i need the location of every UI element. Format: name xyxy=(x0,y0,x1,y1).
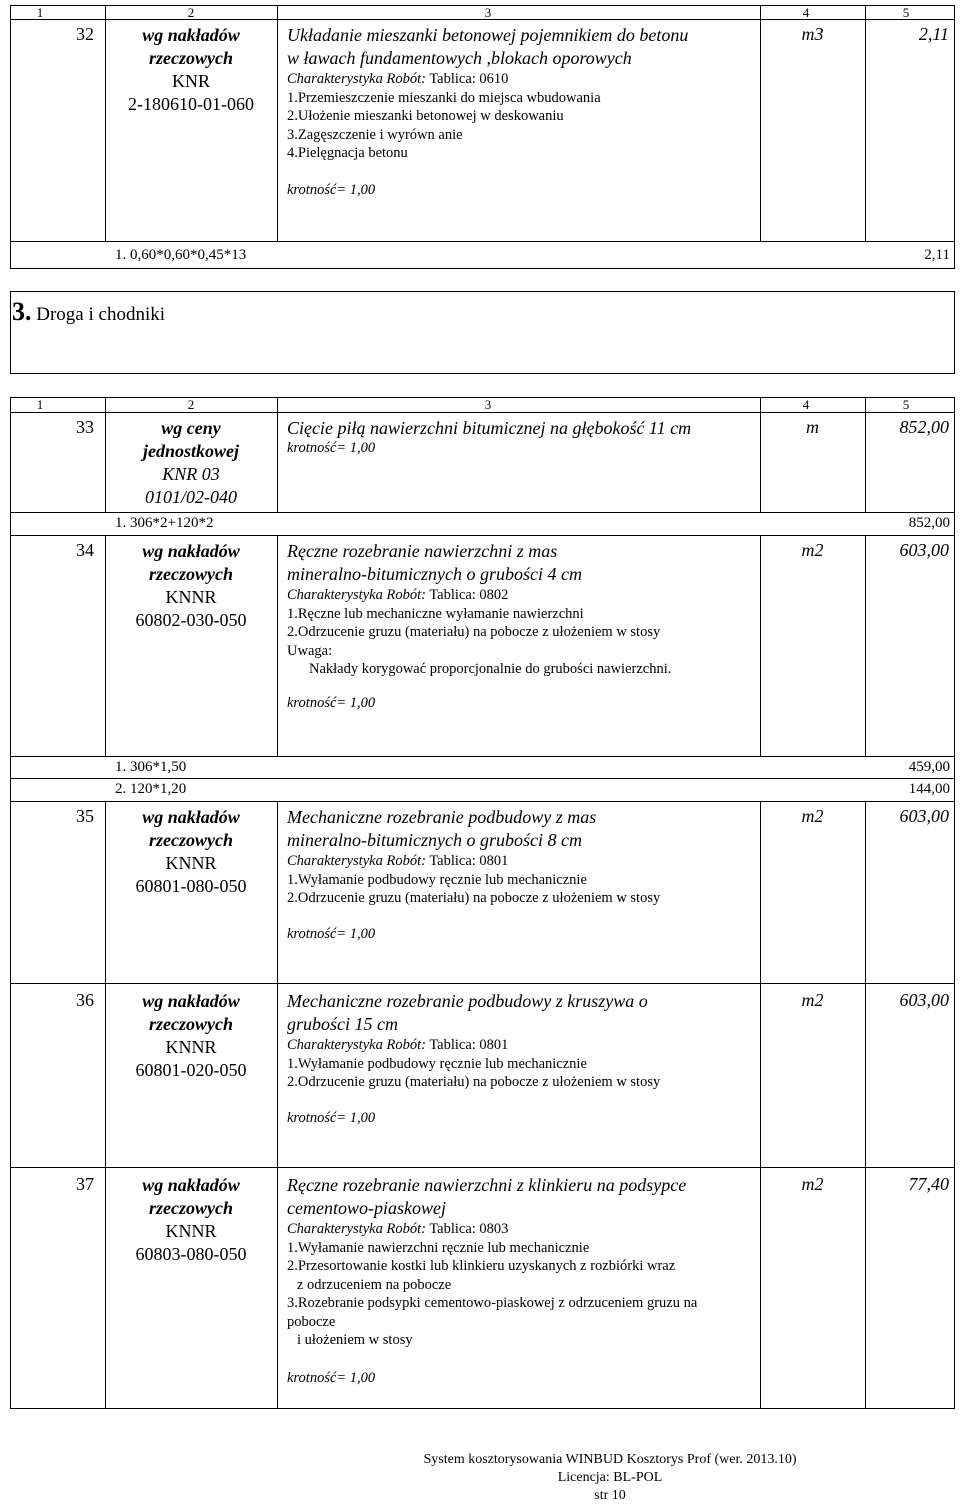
work-step: i ułożeniem w stosy xyxy=(297,1332,413,1348)
footer-software: System kosztorysowania WINBUD Kosztorys Prof (wer. 2013.10) xyxy=(423,1452,797,1467)
col-header-2: 2 xyxy=(187,5,195,20)
item-source xyxy=(105,540,277,632)
source-line: wg ceny xyxy=(161,418,221,438)
calc-value: 852,00 xyxy=(908,515,950,531)
item-description xyxy=(287,417,757,457)
source-line: KNNR xyxy=(165,853,217,873)
work-step: 1.Wyłamanie podbudowy ręcznie lub mechanicznie xyxy=(287,1055,587,1072)
work-step: 3.Rozebranie podsypki cementowo-piaskowej z odrzuceniem gruzu na xyxy=(287,1295,698,1311)
col-header-3: 3 xyxy=(484,5,492,20)
item-quantity: 77,40 xyxy=(908,1174,949,1194)
source-line: 60801-080-050 xyxy=(135,876,247,896)
work-step: 2.Odrzucenie gruzu (materiału) na pobocze z ułożeniem w stosy xyxy=(287,1074,661,1090)
page-footer xyxy=(380,1451,840,1505)
col-header-3: 3 xyxy=(484,397,492,412)
source-line: wg nakładów xyxy=(142,25,240,45)
item-description xyxy=(287,806,757,908)
source-line: wg nakładów xyxy=(142,991,240,1011)
char-label: Charakterystyka Robót: xyxy=(287,587,426,603)
source-line: rzeczowych xyxy=(149,1198,233,1218)
item-unit: m2 xyxy=(801,806,824,826)
item-quantity: 603,00 xyxy=(899,990,949,1010)
source-line: wg nakładów xyxy=(142,1175,240,1195)
source-line: 60803-080-050 xyxy=(135,1244,247,1264)
char-label: Charakterystyka Robót: xyxy=(287,853,426,869)
section-name: Droga i chodniki xyxy=(36,304,166,325)
work-step: Nakłady korygować proporcjonalnie do grubości nawierzchni. xyxy=(309,661,672,677)
source-line: KNR 03 xyxy=(162,464,220,484)
item-source xyxy=(105,1174,277,1266)
calc-formula: 1. 306*2+120*2 xyxy=(115,515,214,531)
calc-value: 144,00 xyxy=(908,781,950,797)
col-header-4: 4 xyxy=(802,397,810,412)
item-number: 35 xyxy=(76,806,94,826)
item-unit: m3 xyxy=(801,24,824,44)
item-title-line: Ręczne rozebranie nawierzchni z mas xyxy=(287,541,558,561)
source-line: 60801-020-050 xyxy=(135,1060,247,1080)
col-header-4: 4 xyxy=(802,5,810,20)
item-description xyxy=(287,990,757,1092)
item-title-line: mineralno-bitumicznych o grubości 8 cm xyxy=(287,830,582,850)
item-title-line: Cięcie piłą nawierzchni bitumicznej na głębokość 11 cm xyxy=(287,418,692,438)
col-header-1: 1 xyxy=(36,397,44,412)
char-label: Charakterystyka Robót: xyxy=(287,71,426,87)
item-title-line: cementowo-piaskowej xyxy=(287,1198,446,1218)
source-line: wg nakładów xyxy=(142,541,240,561)
krotnosc: krotność= 1,00 xyxy=(287,926,376,942)
work-step: 3.Zagęszczenie i wyrówn anie xyxy=(287,126,463,143)
work-step: 2.Ułożenie mieszanki betonowej w deskowaniu xyxy=(287,108,564,124)
item-title-line: mineralno-bitumicznych o grubości 4 cm xyxy=(287,564,582,584)
item-unit: m xyxy=(806,417,819,437)
krotnosc: krotność= 1,00 xyxy=(287,182,376,198)
col-header-1: 1 xyxy=(36,5,44,20)
col-header-5: 5 xyxy=(902,5,910,20)
calc-formula: 1. 0,60*0,60*0,45*13 xyxy=(115,247,247,263)
source-line: 2-180610-01-060 xyxy=(128,94,254,114)
source-line: KNNR xyxy=(165,1221,217,1241)
source-line: KNR xyxy=(171,71,210,91)
krotnosc: krotność= 1,00 xyxy=(287,695,376,711)
work-step: 1.Wyłamanie podbudowy ręcznie lub mechanicznie xyxy=(287,871,587,888)
page-number: str 10 xyxy=(594,1488,626,1503)
table-ref: Tablica: 0801 xyxy=(429,1037,509,1053)
calc-value: 2,11 xyxy=(924,247,950,263)
section-number: 3. xyxy=(12,297,32,326)
work-step: z odrzuceniem na pobocze xyxy=(297,1276,452,1293)
table-ref: Tablica: 0610 xyxy=(429,71,509,87)
char-label: Charakterystyka Robót: xyxy=(287,1037,426,1053)
work-step: pobocze xyxy=(287,1313,336,1330)
krotnosc: krotność= 1,00 xyxy=(287,440,376,456)
item-unit: m2 xyxy=(801,1174,824,1194)
work-step: 2.Przesortowanie kostki lub klinkieru uzyskanych z rozbiórki wraz xyxy=(287,1258,676,1274)
item-quantity: 603,00 xyxy=(899,806,949,826)
source-line: 0101/02-040 xyxy=(145,487,237,507)
item-source xyxy=(105,417,277,509)
source-line: rzeczowych xyxy=(149,564,233,584)
table-ref: Tablica: 0802 xyxy=(429,587,509,603)
table-ref: Tablica: 0803 xyxy=(429,1221,509,1237)
work-step: 4.Pielęgnacja betonu xyxy=(287,145,408,161)
item-title-line: Mechaniczne rozebranie podbudowy z kruszywa o xyxy=(287,991,648,1011)
col-header-5: 5 xyxy=(902,397,910,412)
item-source xyxy=(105,990,277,1082)
section-title xyxy=(12,297,165,327)
source-line: rzeczowych xyxy=(149,1014,233,1034)
item-quantity: 603,00 xyxy=(899,540,949,560)
item-title-line: Mechaniczne rozebranie podbudowy z mas xyxy=(287,807,597,827)
item-quantity: 2,11 xyxy=(918,24,949,44)
item-description xyxy=(287,1174,757,1350)
col-header-2: 2 xyxy=(187,397,195,412)
work-step: 2.Odrzucenie gruzu (materiału) na pobocze z ułożeniem w stosy xyxy=(287,890,661,906)
footer-license: Licencja: BL-POL xyxy=(557,1470,663,1485)
item-title-line: Układanie mieszanki betonowej pojemnikiem do betonu xyxy=(287,25,689,45)
work-step: Uwaga: xyxy=(287,642,333,659)
item-source xyxy=(105,806,277,898)
krotnosc: krotność= 1,00 xyxy=(287,1110,376,1126)
work-step: 1.Przemieszczenie mieszanki do miejsca wbudowania xyxy=(287,89,601,106)
item-number: 32 xyxy=(76,24,94,44)
item-number: 36 xyxy=(76,990,94,1010)
item-unit: m2 xyxy=(801,990,824,1010)
source-line: jednostkowej xyxy=(142,441,239,461)
item-description xyxy=(287,540,757,679)
item-description xyxy=(287,24,757,163)
char-label: Charakterystyka Robót: xyxy=(287,1221,426,1237)
source-line: rzeczowych xyxy=(149,48,233,68)
calc-value: 459,00 xyxy=(908,759,950,775)
source-line: KNNR xyxy=(165,1037,217,1057)
work-step: 1.Ręczne lub mechaniczne wyłamanie nawierzchni xyxy=(287,605,584,622)
item-title-line: w ławach fundamentowych ,blokach oporowych xyxy=(287,48,632,68)
item-unit: m2 xyxy=(801,540,824,560)
source-line: 60802-030-050 xyxy=(135,610,247,630)
item-source xyxy=(105,24,277,116)
work-step: 2.Odrzucenie gruzu (materiału) na pobocze z ułożeniem w stosy xyxy=(287,624,661,640)
calc-formula: 1. 306*1,50 xyxy=(115,759,187,775)
item-title-line: Ręczne rozebranie nawierzchni z klinkieru na podsypce xyxy=(287,1175,687,1195)
item-number: 34 xyxy=(76,540,94,560)
krotnosc: krotność= 1,00 xyxy=(287,1370,376,1386)
source-line: KNNR xyxy=(165,587,217,607)
item-title-line: grubości 15 cm xyxy=(287,1014,398,1034)
item-number: 37 xyxy=(76,1174,94,1194)
calc-formula: 2. 120*1,20 xyxy=(115,781,187,797)
table-ref: Tablica: 0801 xyxy=(429,853,509,869)
item-number: 33 xyxy=(76,417,94,437)
source-line: rzeczowych xyxy=(149,830,233,850)
source-line: wg nakładów xyxy=(142,807,240,827)
work-step: 1.Wyłamanie nawierzchni ręcznie lub mechanicznie xyxy=(287,1239,590,1256)
item-quantity: 852,00 xyxy=(899,417,949,437)
